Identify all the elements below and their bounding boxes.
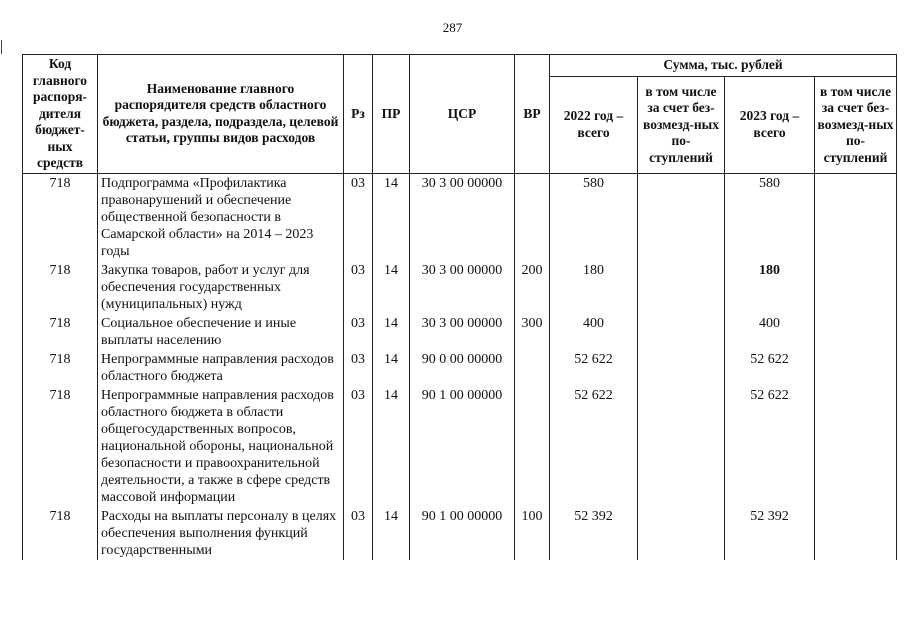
header-sum-group: Сумма, тыс. рублей: [550, 55, 897, 77]
cell-2023-free: [815, 314, 897, 350]
cell-2022-free: [638, 386, 725, 507]
cell-csr: 90 1 00 00000: [410, 386, 515, 507]
cell-2022-free: [638, 507, 725, 560]
budget-table: [22, 54, 897, 560]
cell-code: 718: [23, 350, 98, 386]
cell-2022-total: 52 392: [550, 507, 638, 560]
header-2023-total: 2023 год – всего: [725, 77, 815, 174]
cell-csr: 30 3 00 00000: [410, 261, 515, 314]
cell-2023-free: [815, 173, 897, 261]
cell-2023-free: [815, 386, 897, 507]
cell-code: 718: [23, 173, 98, 261]
cell-rz: 03: [344, 173, 373, 261]
cell-2023-free: [815, 507, 897, 560]
cell-pr: 14: [373, 350, 410, 386]
cell-vr: [515, 173, 550, 261]
header-code: Код главного распоря-дителя бюджет-ных средств: [23, 55, 98, 174]
cell-pr: 14: [373, 314, 410, 350]
cell-code: 718: [23, 386, 98, 507]
table-row: [23, 261, 897, 314]
cell-2022-free: [638, 261, 725, 314]
cell-2023-free: [815, 261, 897, 314]
margin-rule: [1, 40, 2, 54]
header-pr: ПР: [373, 55, 410, 174]
cell-name: Подпрограмма «Профилактика правонарушений и обеспечение общественной безопасности в Самарской области» на 2014 – 2023 годы: [98, 173, 344, 261]
cell-name: Непрограммные направления расходов областного бюджета: [98, 350, 344, 386]
cell-2023-total: 52 622: [725, 386, 815, 507]
cell-2023-total: 52 392: [725, 507, 815, 560]
cell-name: Закупка товаров, работ и услуг для обеспечения государственных (муниципальных) нужд: [98, 261, 344, 314]
cell-2022-free: [638, 173, 725, 261]
cell-2022-free: [638, 314, 725, 350]
table-row: [23, 173, 897, 261]
table-row: [23, 350, 897, 386]
cell-csr: 90 1 00 00000: [410, 507, 515, 560]
cell-vr: 200: [515, 261, 550, 314]
header-name: Наименование главного распорядителя средств областного бюджета, раздела, подраздела, целевой статьи, группы видов расходов: [98, 55, 344, 174]
header-csr: ЦСР: [410, 55, 515, 174]
cell-pr: 14: [373, 173, 410, 261]
header-vr: ВР: [515, 55, 550, 174]
cell-name: Расходы на выплаты персоналу в целях обеспечения выполнения функций государственными: [98, 507, 344, 560]
cell-code: 718: [23, 261, 98, 314]
table-header: [23, 55, 897, 174]
cell-2022-total: 580: [550, 173, 638, 261]
cell-rz: 03: [344, 314, 373, 350]
cell-2023-total: 52 622: [725, 350, 815, 386]
page-number: 287: [442, 20, 463, 35]
cell-code: 718: [23, 507, 98, 560]
cell-2023-total: 180: [725, 261, 815, 314]
table-body: [23, 173, 897, 560]
cell-2022-free: [638, 350, 725, 386]
cell-name: Социальное обеспечение и иные выплаты населению: [98, 314, 344, 350]
cell-pr: 14: [373, 261, 410, 314]
cell-vr: [515, 386, 550, 507]
header-2023-free: в том числе за счет без-возмезд-ных по-ступлений: [815, 77, 897, 174]
cell-2022-total: 52 622: [550, 350, 638, 386]
cell-rz: 03: [344, 350, 373, 386]
cell-pr: 14: [373, 386, 410, 507]
cell-2022-total: 180: [550, 261, 638, 314]
cell-rz: 03: [344, 507, 373, 560]
cell-csr: 30 3 00 00000: [410, 173, 515, 261]
cell-2023-free: [815, 350, 897, 386]
cell-code: 718: [23, 314, 98, 350]
cell-vr: [515, 350, 550, 386]
header-2022-free: в том числе за счет без-возмезд-ных по-ступлений: [638, 77, 725, 174]
cell-2022-total: 400: [550, 314, 638, 350]
cell-2022-total: 52 622: [550, 386, 638, 507]
cell-2023-total: 400: [725, 314, 815, 350]
cell-csr: 90 0 00 00000: [410, 350, 515, 386]
cell-rz: 03: [344, 261, 373, 314]
header-rz: Рз: [344, 55, 373, 174]
cell-name: Непрограммные направления расходов областного бюджета в области общегосударственных вопросов, национальной обороны, национальной безопасности и правоохранительной деятельности, а также в сфере средств массовой информации: [98, 386, 344, 507]
table-row: [23, 386, 897, 507]
cell-rz: 03: [344, 386, 373, 507]
header-2022-total: 2022 год – всего: [550, 77, 638, 174]
cell-vr: 100: [515, 507, 550, 560]
cell-pr: 14: [373, 507, 410, 560]
cell-csr: 30 3 00 00000: [410, 314, 515, 350]
cell-2023-total: 580: [725, 173, 815, 261]
table-row: [23, 314, 897, 350]
cell-vr: 300: [515, 314, 550, 350]
table-row: [23, 507, 897, 560]
